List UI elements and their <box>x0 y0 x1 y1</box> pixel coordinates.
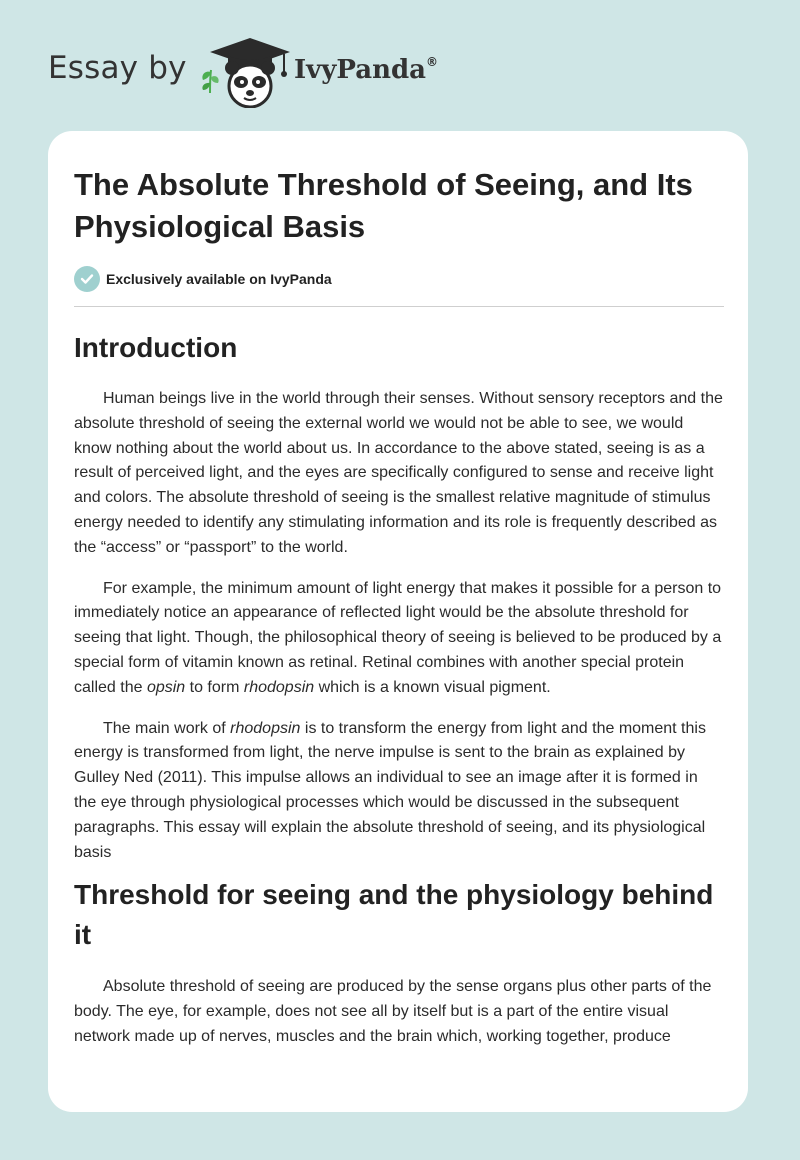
brand-name-text: IvyPanda <box>294 55 427 85</box>
check-icon <box>74 266 100 292</box>
emphasis-opsin: opsin <box>146 678 186 696</box>
essay-by-label: Essay by <box>48 50 187 86</box>
essay-card <box>48 131 748 1112</box>
registered-mark: ® <box>426 55 439 69</box>
exclusive-label: Exclusively available on IvyPanda <box>106 271 332 287</box>
exclusive-badge <box>74 266 724 292</box>
emphasis-rhodopsin: rhodopsin <box>243 678 315 696</box>
divider <box>74 306 724 307</box>
essay-title: The Absolute Threshold of Seeing, and Its Physiological Basis <box>74 167 693 244</box>
paragraph: The main work of rhodopsin is to transform the energy from light and the moment this energy is transformed from light, the nerve impulse is sent to the brain as explained by Gulley Ned (2011). This impulse allows an individual to see an image after it is formed in the eye through physiological processes which would be discussed in the subsequent paragraphs. This essay will explain the absolute threshold of seeing, and its physiological basis <box>74 719 706 861</box>
paragraph: For example, the minimum amount of light energy that makes it possible for a person to immediately notice an appearance of reflected light would be the absolute threshold for seeing that light. Though, the philosophical theory of seeing is believed to be produced by a special form of vitamin known as retinal. Retinal combines with another special protein called the opsin to form rhodopsin which is a known visual pigment. <box>74 579 722 696</box>
brand-name[interactable] <box>294 55 438 85</box>
essay-content <box>74 131 724 1050</box>
emphasis-rhodopsin: rhodopsin <box>230 719 301 737</box>
paragraph: Absolute threshold of seeing are produced by the sense organs plus other parts of the body. The eye, for example, does not see all by itself but is a part of the entire visual network made up of nerves, muscles and the brain which, working together, produce <box>74 978 712 1045</box>
panda-graduate-logo <box>208 36 292 108</box>
section-heading-threshold: Threshold for seeing and the physiology behind it <box>74 879 714 951</box>
section-heading-introduction: Introduction <box>74 332 238 363</box>
site-header <box>0 0 800 130</box>
paragraph: Human beings live in the world through their senses. Without sensory receptors and the absolute threshold of seeing the external world we would not be able to see, we would know nothing about the world about us. In accordance to the above stated, seeing is as a result of perceived light, and the eyes are specifically configured to sense and receive light and colors. The absolute threshold of seeing is the smallest relative magnitude of stimulus energy needed to identify any stimulating information and its role is frequently described as the “access” or “passport” to the world. <box>74 390 723 556</box>
